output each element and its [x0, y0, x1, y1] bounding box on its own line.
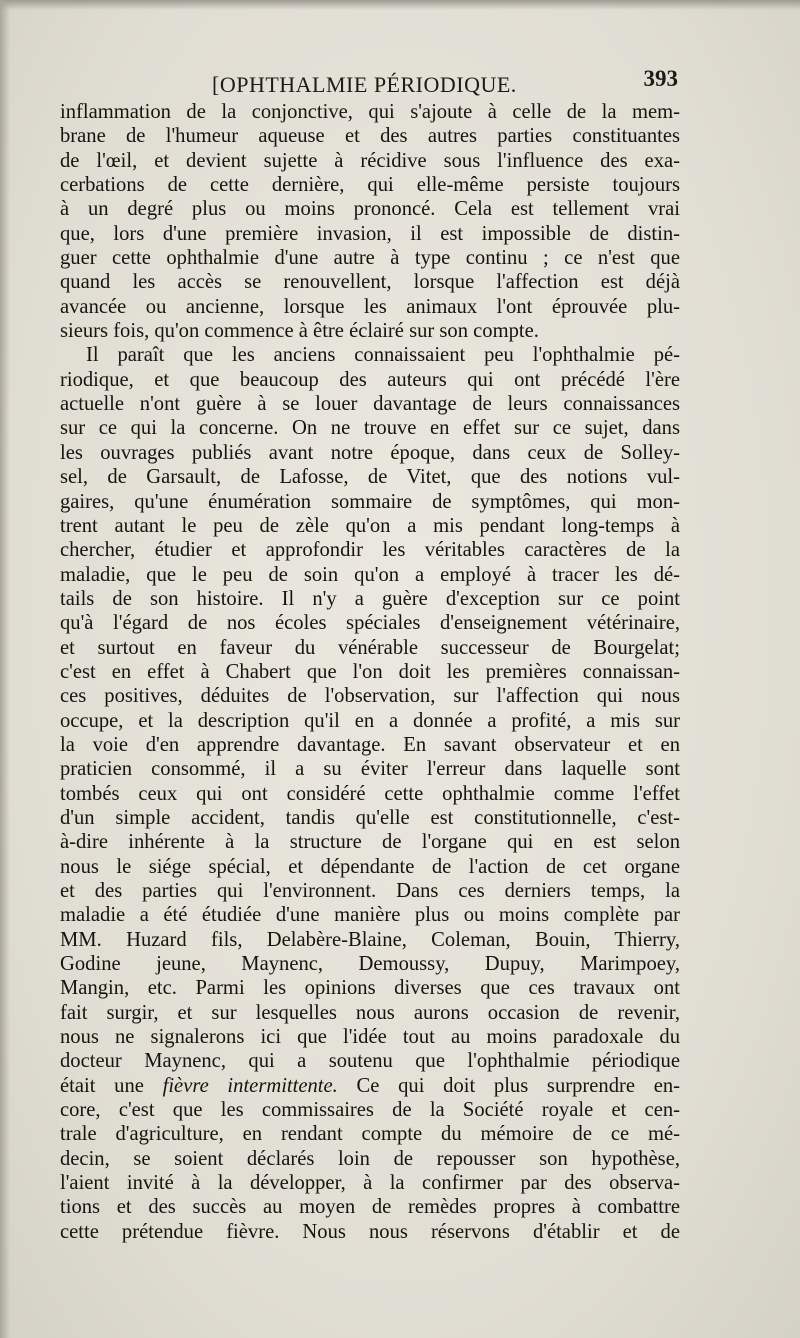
text-line: cette prétendue fièvre. Nous nous réservons d'établir et de [60, 1220, 680, 1243]
text-after-italic: Ce qui doit plus surprendre en- [337, 1074, 680, 1097]
text-line: decin, se soient déclarés loin de repousser son hypothèse, [60, 1147, 680, 1170]
text-line: quand les accès se renouvellent, lorsque l'affection est déjà [60, 271, 680, 294]
running-title: [OPHTHALMIE PÉRIODIQUE. [212, 72, 517, 97]
text-line: que, lors d'une première invasion, il est impossible de distin- [60, 222, 680, 245]
text-line: les ouvrages publiés avant notre époque, dans ceux de Solley- [60, 441, 680, 464]
text-before-italic: était une [60, 1074, 163, 1097]
text-line: qu'à l'égard de nos écoles spéciales d'enseignement vétérinaire, [60, 612, 680, 635]
text-line: fait surgir, et sur lesquelles nous aurons occasion de revenir, [60, 1001, 680, 1024]
text-line: brane de l'humeur aqueuse et des autres parties constituantes [60, 125, 680, 148]
text-line: core, c'est que les commissaires de la Société royale et cen- [60, 1099, 680, 1122]
text-line: tombés ceux qui ont considéré cette ophthalmie comme l'effet [60, 782, 680, 805]
text-line: Il paraît que les anciens connaissaient peu l'ophthalmie pé- [86, 344, 680, 367]
paragraph-2-continued [60, 1098, 680, 1244]
text-line: trent autant le peu de zèle qu'on a mis pendant long-temps à [60, 514, 680, 537]
paragraph-2 [60, 343, 680, 1073]
text-line: maladie, que le peu de soin qu'on a employé à tracer les dé- [60, 563, 680, 586]
text-line: et surtout en faveur du vénérable successeur de Bourgelat; [60, 636, 680, 659]
text-line: tails de son histoire. Il n'y a guère d'exception sur ce point [60, 587, 680, 610]
page-header [60, 66, 680, 100]
text-line: occupe, et la description qu'il en a donnée a profité, a mis sur [60, 709, 680, 732]
text-line: Mangin, etc. Parmi les opinions diverses que ces travaux ont [60, 977, 680, 1000]
text-line: actuelle n'ont guère à se louer davantage de leurs connaissances [60, 393, 680, 416]
text-line: maladie a été étudiée d'une manière plus ou moins complète par [60, 904, 680, 927]
text-line: gaires, qu'une énumération sommaire de symptômes, qui mon- [60, 490, 680, 513]
text-line-italic [60, 1074, 680, 1098]
text-line: à un degré plus ou moins prononcé. Cela est tellement vrai [60, 198, 680, 221]
text-line: MM. Huzard fils, Delabère-Blaine, Coleman, Bouin, Thierry, [60, 928, 680, 951]
page-top-shadow [0, 0, 800, 10]
text-line: sur ce qui la concerne. On ne trouve en effet sur ce sujet, dans [60, 417, 680, 440]
text-line: Godine jeune, Maynenc, Demoussy, Dupuy, Marimpoey, [60, 953, 680, 976]
text-line: docteur Maynenc, qui a soutenu que l'ophthalmie périodique [60, 1050, 680, 1073]
paragraph-1 [60, 100, 680, 343]
text-line: avancée ou ancienne, lorsque les animaux l'ont éprouvée plu- [60, 295, 680, 318]
text-line: sel, de Garsault, de Lafosse, de Vitet, que des notions vul- [60, 466, 680, 489]
italic-phrase: fièvre intermittente. [162, 1074, 338, 1097]
text-line: trale d'agriculture, en rendant compte du mémoire de ce mé- [60, 1123, 680, 1146]
text-line: tions et des succès au moyen de remèdes propres à combattre [60, 1196, 680, 1219]
text-line: guer cette ophthalmie d'une autre à type continu ; ce n'est que [60, 247, 680, 270]
text-line: sieurs fois, qu'on commence à être éclairé sur son compte. [60, 320, 539, 343]
page-number: 393 [643, 66, 678, 91]
text-line: et des parties qui l'environnent. Dans ces derniers temps, la [60, 880, 680, 902]
text-line: nous ne signalerons ici que l'idée tout au moins paradoxale du [60, 1026, 680, 1049]
text-line: cerbations de cette dernière, qui elle-même persiste toujours [60, 174, 680, 197]
body-text [60, 100, 680, 1244]
text-line: ces positives, déduites de l'observation, sur l'affection qui nous [60, 685, 680, 708]
text-line: d'un simple accident, tandis qu'elle est constitutionnelle, c'est- [60, 806, 680, 829]
text-line: praticien consommé, il a su éviter l'erreur dans laquelle sont [60, 758, 680, 781]
text-line: à-dire inhérente à la structure de l'organe qui en est selon [60, 831, 680, 854]
text-line: riodique, et que beaucoup des auteurs qui ont précédé l'ère [60, 368, 680, 391]
text-line: nous le siége spécial, et dépendante de l'action de cet organe [60, 855, 680, 878]
text-line: de l'œil, et devient sujette à récidive sous l'influence des exa- [60, 149, 680, 172]
page-left-shadow [0, 0, 10, 1338]
text-line: l'aient invité à la développer, à la confirmer par des observa- [60, 1172, 680, 1195]
text-line: c'est en effet à Chabert que l'on doit les premières connaissan- [60, 660, 680, 683]
text-line: chercher, étudier et approfondir les véritables caractères de la [60, 539, 680, 562]
text-line: inflammation de la conjonctive, qui s'ajoute à celle de la mem- [60, 101, 680, 123]
text-line: la voie d'en apprendre davantage. En savant observateur et en [60, 733, 680, 756]
